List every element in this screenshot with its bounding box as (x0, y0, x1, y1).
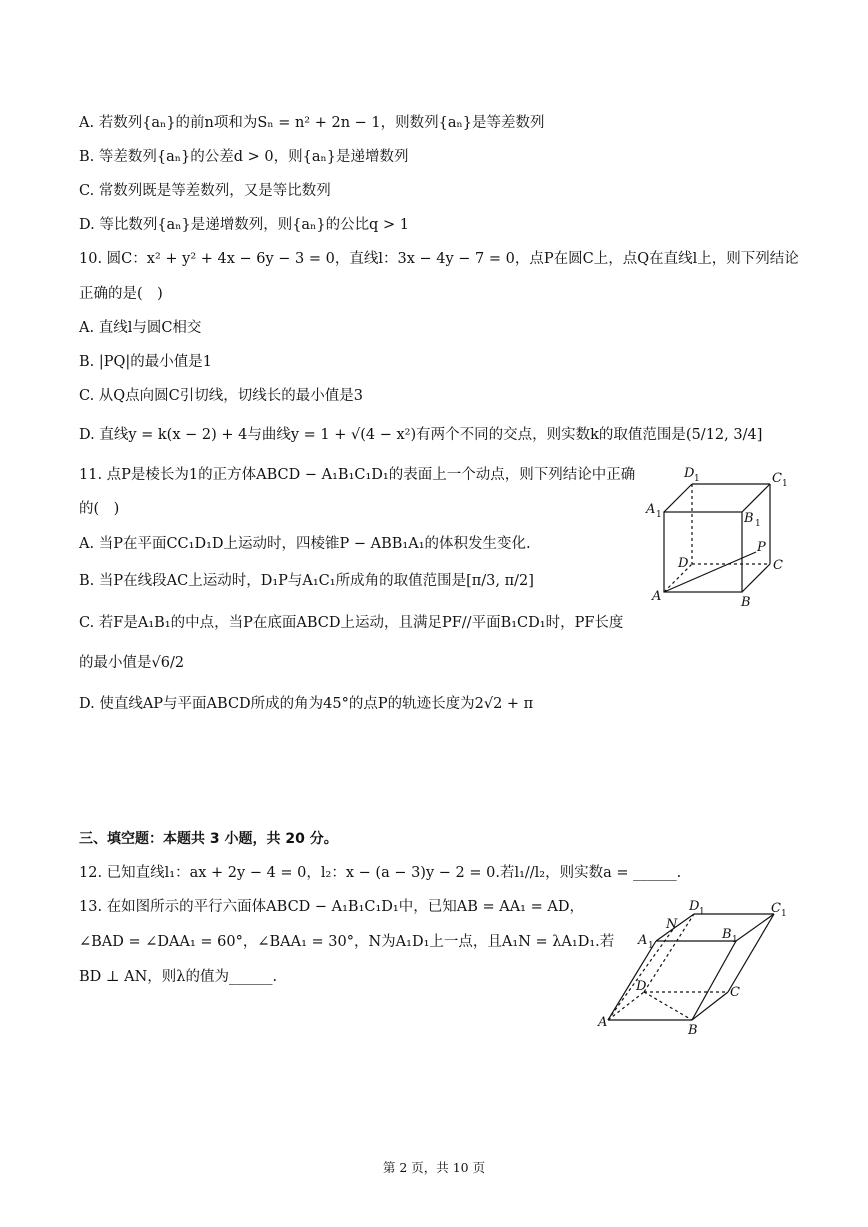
cube-label-c: C (773, 558, 783, 573)
cube-label-b1-sub: 1 (755, 519, 761, 529)
page-footer: 第 2 页，共 10 页 (382, 1160, 486, 1175)
prism-label-c1-sub: 1 (781, 909, 787, 919)
cube-label-a1: A (646, 502, 656, 517)
q13-line1: 13. 在如图所示的平行六面体ABCD − A₁B₁C₁D₁中，已知AB = AA₁ = AD， (79, 899, 584, 915)
q11-option-a: A. 当P在平面CC₁D₁D上运动时，四棱锥P − ABB₁A₁的体积发生变化. (79, 536, 531, 552)
q11-option-b: B. 当P在线段AC上运动时，D₁P与A₁C₁所成角的取值范围是[π/3, π/2] (79, 573, 534, 589)
cube-label-c1: C (772, 471, 782, 486)
q10-option-c: C. 从Q点向圆C引切线，切线长的最小值是3 (79, 388, 364, 404)
q11-option-c-line1: C. 若F是A₁B₁的中点，当P在底面ABCD上运动，且满足PF//平面B₁CD₁时，PF长度 (79, 615, 624, 631)
parallelepiped-figure (596, 896, 796, 1038)
prism-label-c: C (730, 985, 740, 1000)
cube-label-b1: B (744, 511, 754, 526)
prism-label-b1-sub: 1 (732, 935, 738, 945)
q11-option-c-line2: 的最小值是√6/2 (79, 655, 185, 671)
cube-label-d: D (678, 556, 689, 571)
cube-label-c1-sub: 1 (782, 479, 788, 489)
prism-label-n: N (666, 917, 678, 932)
q9-option-a: A. 若数列{aₙ}的前n项和为Sₙ = n² + 2n − 1，则数列{aₙ}是等差数列 (79, 115, 545, 131)
prism-label-b1: B (722, 927, 732, 942)
prism-label-b: B (688, 1023, 698, 1038)
cube-figure (640, 460, 800, 610)
q11-option-d: D. 使直线AP与平面ABCD所成的角为45°的点P的轨迹长度为2√2 + π (79, 696, 534, 712)
q10-option-d: D. 直线y = k(x − 2) + 4与曲线y = 1 + √(4 − x²)有两个不同的交点，则实数k的取值范围是(5/12, 3/4] (79, 427, 763, 443)
q12-text: 12. 已知直线l₁：ax + 2y − 4 = 0，l₂：x − (a − 3)y − 2 = 0.若l₁//l₂，则实数a = ______. (79, 865, 682, 881)
prism-label-d1-sub: 1 (699, 907, 705, 917)
q10-option-b: B. |PQ|的最小值是1 (79, 354, 213, 370)
q13-line2: ∠BAD = ∠DAA₁ = 60°，∠BAA₁ = 30°，N为A₁D₁上一点，且A₁N = λA₁D₁.若 (79, 934, 615, 950)
prism-label-a: A (598, 1015, 608, 1030)
prism-label-d: D (636, 979, 647, 994)
q10-stem-line2: 正确的是( ) (79, 286, 163, 302)
section-heading: 三、填空题：本题共 3 小题，共 20 分。 (79, 831, 338, 847)
q11-stem-line2: 的( ) (79, 501, 120, 517)
prism-label-d1: D (689, 899, 700, 914)
q13-line3: BD ⊥ AN，则λ的值为______. (79, 969, 278, 985)
cube-label-d1-sub: 1 (694, 474, 700, 484)
q10-stem-line1: 10. 圆C：x² + y² + 4x − 6y − 3 = 0，直线l：3x − 4y − 7 = 0，点P在圆C上，点Q在直线l上，则下列结论 (79, 251, 799, 267)
q10-option-a: A. 直线l与圆C相交 (79, 320, 202, 336)
q9-option-d: D. 等比数列{aₙ}是递增数列，则{aₙ}的公比q > 1 (79, 217, 409, 233)
q9-option-c: C. 常数列既是等差数列，又是等比数列 (79, 183, 331, 199)
cube-label-a: A (652, 589, 662, 604)
q9-option-b: B. 等差数列{aₙ}的公差d > 0，则{aₙ}是递增数列 (79, 149, 409, 165)
cube-label-a1-sub: 1 (656, 510, 662, 520)
cube-label-d1: D (684, 466, 695, 481)
prism-label-a1-sub: 1 (648, 941, 654, 951)
cube-label-b: B (741, 595, 751, 610)
cube-label-p: P (757, 540, 766, 555)
prism-label-a1: A (638, 933, 648, 948)
q11-stem-line1: 11. 点P是棱长为1的正方体ABCD − A₁B₁C₁D₁的表面上一个动点，则下列结论中正确 (79, 467, 636, 483)
prism-label-c1: C (771, 901, 781, 916)
